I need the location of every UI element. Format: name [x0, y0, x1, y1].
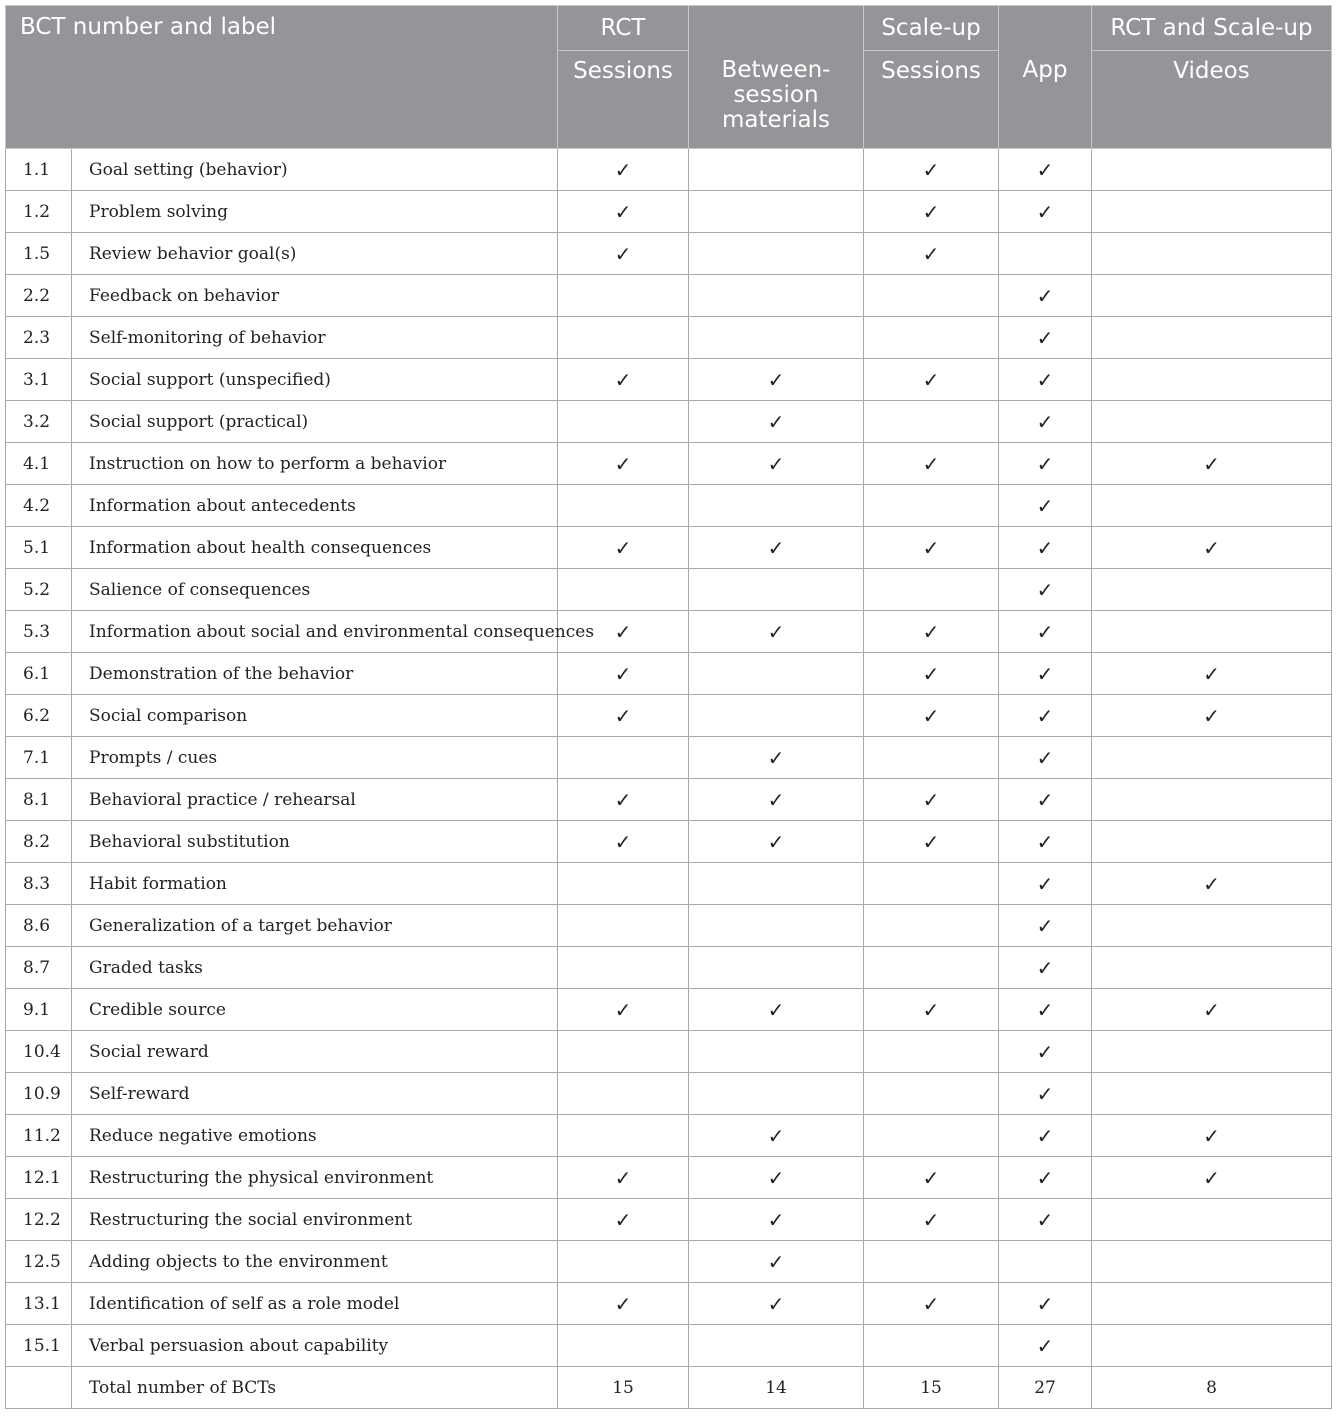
bct-label: Habit formation: [72, 863, 558, 905]
empty-cell: [864, 485, 999, 527]
total-value: 8: [1092, 1367, 1332, 1409]
table-row: [6, 485, 1332, 527]
empty-cell: [689, 569, 864, 611]
header-bct-number-and-label: BCT number and label: [6, 6, 558, 149]
bct-number: 5.3: [6, 611, 72, 653]
bct-number: 2.3: [6, 317, 72, 359]
bct-number: 4.2: [6, 485, 72, 527]
empty-cell: [689, 191, 864, 233]
checkmark-icon: ✓: [999, 401, 1092, 443]
bct-number: 1.1: [6, 149, 72, 191]
checkmark-icon: ✓: [689, 1115, 864, 1157]
empty-cell: [689, 275, 864, 317]
empty-cell: [864, 1241, 999, 1283]
bct-number: 2.2: [6, 275, 72, 317]
table-row: [6, 1031, 1332, 1073]
table-row: [6, 191, 1332, 233]
bct-label: Graded tasks: [72, 947, 558, 989]
checkmark-icon: ✓: [689, 401, 864, 443]
checkmark-icon: ✓: [864, 527, 999, 569]
bct-label: Self-monitoring of behavior: [72, 317, 558, 359]
checkmark-icon: ✓: [864, 191, 999, 233]
total-value: 27: [999, 1367, 1092, 1409]
checkmark-icon: ✓: [999, 359, 1092, 401]
table-header: [6, 6, 1332, 149]
empty-cell: [558, 1325, 689, 1367]
bct-label: Review behavior goal(s): [72, 233, 558, 275]
checkmark-icon: ✓: [689, 527, 864, 569]
checkmark-icon: ✓: [999, 443, 1092, 485]
bct-label: Behavioral substitution: [72, 821, 558, 863]
empty-cell: [864, 569, 999, 611]
total-label: Total number of BCTs: [72, 1367, 558, 1409]
empty-cell: [1092, 485, 1332, 527]
checkmark-icon: ✓: [689, 821, 864, 863]
table-row: [6, 275, 1332, 317]
bct-number: 8.6: [6, 905, 72, 947]
bct-table: [5, 5, 1332, 1409]
checkmark-icon: ✓: [999, 1115, 1092, 1157]
checkmark-icon: ✓: [999, 1199, 1092, 1241]
bct-label: Restructuring the physical environment: [72, 1157, 558, 1199]
checkmark-icon: ✓: [864, 359, 999, 401]
checkmark-icon: ✓: [689, 779, 864, 821]
empty-cell: [558, 485, 689, 527]
bct-number: 10.9: [6, 1073, 72, 1115]
bct-label: Identification of self as a role model: [72, 1283, 558, 1325]
bct-number: 12.2: [6, 1199, 72, 1241]
empty-cell: [1092, 779, 1332, 821]
checkmark-icon: ✓: [558, 989, 689, 1031]
empty-cell: [1092, 191, 1332, 233]
checkmark-icon: ✓: [999, 737, 1092, 779]
table-row: [6, 779, 1332, 821]
table-row: [6, 443, 1332, 485]
bct-number: 11.2: [6, 1115, 72, 1157]
empty-cell: [689, 947, 864, 989]
table-row: [6, 611, 1332, 653]
table-row: [6, 1199, 1332, 1241]
total-number: [6, 1367, 72, 1409]
table-row: [6, 1157, 1332, 1199]
table-row: [6, 233, 1332, 275]
checkmark-icon: ✓: [999, 485, 1092, 527]
checkmark-icon: ✓: [999, 569, 1092, 611]
table-row: [6, 359, 1332, 401]
empty-cell: [1092, 1031, 1332, 1073]
empty-cell: [1092, 233, 1332, 275]
table-row: [6, 569, 1332, 611]
checkmark-icon: ✓: [1092, 989, 1332, 1031]
bct-label: Credible source: [72, 989, 558, 1031]
checkmark-icon: ✓: [558, 443, 689, 485]
empty-cell: [689, 1325, 864, 1367]
total-value: 14: [689, 1367, 864, 1409]
table-row: [6, 1241, 1332, 1283]
bct-label: Feedback on behavior: [72, 275, 558, 317]
checkmark-icon: ✓: [689, 611, 864, 653]
bct-number: 8.1: [6, 779, 72, 821]
empty-cell: [1092, 569, 1332, 611]
table-row: [6, 947, 1332, 989]
checkmark-icon: ✓: [999, 1283, 1092, 1325]
checkmark-icon: ✓: [558, 191, 689, 233]
checkmark-icon: ✓: [999, 191, 1092, 233]
bct-number: 3.1: [6, 359, 72, 401]
table-row: [6, 1115, 1332, 1157]
bct-number: 4.1: [6, 443, 72, 485]
bct-number: 6.2: [6, 695, 72, 737]
header-videos: Videos: [1092, 51, 1332, 149]
empty-cell: [558, 1073, 689, 1115]
table-row: [6, 821, 1332, 863]
header-rct-sessions: Sessions: [558, 51, 689, 149]
checkmark-icon: ✓: [999, 863, 1092, 905]
checkmark-icon: ✓: [999, 653, 1092, 695]
bct-label: Social support (practical): [72, 401, 558, 443]
checkmark-icon: ✓: [864, 1199, 999, 1241]
empty-cell: [558, 1241, 689, 1283]
empty-cell: [689, 149, 864, 191]
empty-cell: [1092, 149, 1332, 191]
bct-number: 6.1: [6, 653, 72, 695]
checkmark-icon: ✓: [689, 443, 864, 485]
empty-cell: [689, 905, 864, 947]
checkmark-icon: ✓: [558, 611, 689, 653]
empty-cell: [689, 695, 864, 737]
bct-number: 7.1: [6, 737, 72, 779]
bct-number: 5.2: [6, 569, 72, 611]
table-row: [6, 317, 1332, 359]
checkmark-icon: ✓: [558, 149, 689, 191]
table-row: [6, 1073, 1332, 1115]
table-row: [6, 737, 1332, 779]
checkmark-icon: ✓: [864, 989, 999, 1031]
checkmark-icon: ✓: [689, 1157, 864, 1199]
header-group-rct-and-scale-up: RCT and Scale-up: [1092, 6, 1332, 51]
checkmark-icon: ✓: [864, 695, 999, 737]
table-row: [6, 1325, 1332, 1367]
empty-cell: [1092, 359, 1332, 401]
bct-label: Instruction on how to perform a behavior: [72, 443, 558, 485]
checkmark-icon: ✓: [999, 989, 1092, 1031]
bct-label: Social support (unspecified): [72, 359, 558, 401]
checkmark-icon: ✓: [864, 1283, 999, 1325]
bct-label: Information about health consequences: [72, 527, 558, 569]
empty-cell: [1092, 1241, 1332, 1283]
checkmark-icon: ✓: [864, 821, 999, 863]
empty-cell: [1092, 1199, 1332, 1241]
empty-cell: [1092, 1283, 1332, 1325]
checkmark-icon: ✓: [864, 233, 999, 275]
bct-label: Reduce negative emotions: [72, 1115, 558, 1157]
checkmark-icon: ✓: [558, 653, 689, 695]
table-row: [6, 1283, 1332, 1325]
checkmark-icon: ✓: [999, 779, 1092, 821]
empty-cell: [558, 401, 689, 443]
bct-number: 8.7: [6, 947, 72, 989]
empty-cell: [864, 905, 999, 947]
empty-cell: [558, 317, 689, 359]
bct-label: Social reward: [72, 1031, 558, 1073]
checkmark-icon: ✓: [999, 1073, 1092, 1115]
table-body: [6, 149, 1332, 1409]
bct-label: Information about social and environmental consequences: [72, 611, 558, 653]
checkmark-icon: ✓: [558, 695, 689, 737]
checkmark-icon: ✓: [1092, 653, 1332, 695]
empty-cell: [864, 275, 999, 317]
checkmark-icon: ✓: [1092, 863, 1332, 905]
table-row: [6, 149, 1332, 191]
header-group-scale-up: Scale-up: [864, 6, 999, 51]
checkmark-icon: ✓: [864, 653, 999, 695]
total-value: 15: [558, 1367, 689, 1409]
checkmark-icon: ✓: [1092, 443, 1332, 485]
empty-cell: [1092, 947, 1332, 989]
empty-cell: [864, 863, 999, 905]
header-group-rct: RCT: [558, 6, 689, 51]
bct-number: 8.3: [6, 863, 72, 905]
bct-label: Salience of consequences: [72, 569, 558, 611]
bct-label: Demonstration of the behavior: [72, 653, 558, 695]
bct-number: 10.4: [6, 1031, 72, 1073]
empty-cell: [558, 569, 689, 611]
empty-cell: [864, 947, 999, 989]
empty-cell: [1092, 317, 1332, 359]
checkmark-icon: ✓: [689, 359, 864, 401]
checkmark-icon: ✓: [864, 443, 999, 485]
empty-cell: [1092, 737, 1332, 779]
checkmark-icon: ✓: [1092, 1115, 1332, 1157]
empty-cell: [558, 275, 689, 317]
checkmark-icon: ✓: [558, 527, 689, 569]
table-row: [6, 989, 1332, 1031]
bct-label: Generalization of a target behavior: [72, 905, 558, 947]
bct-label: Information about antecedents: [72, 485, 558, 527]
checkmark-icon: ✓: [689, 1241, 864, 1283]
checkmark-icon: ✓: [999, 695, 1092, 737]
checkmark-icon: ✓: [999, 275, 1092, 317]
checkmark-icon: ✓: [1092, 527, 1332, 569]
checkmark-icon: ✓: [999, 611, 1092, 653]
empty-cell: [999, 233, 1092, 275]
bct-number: 15.1: [6, 1325, 72, 1367]
checkmark-icon: ✓: [999, 905, 1092, 947]
bct-number: 1.5: [6, 233, 72, 275]
total-row: [6, 1367, 1332, 1409]
checkmark-icon: ✓: [999, 821, 1092, 863]
checkmark-icon: ✓: [999, 1157, 1092, 1199]
checkmark-icon: ✓: [558, 779, 689, 821]
empty-cell: [864, 1073, 999, 1115]
bct-number: 13.1: [6, 1283, 72, 1325]
bct-number: 5.1: [6, 527, 72, 569]
checkmark-icon: ✓: [558, 1283, 689, 1325]
bct-label: Social comparison: [72, 695, 558, 737]
checkmark-icon: ✓: [558, 233, 689, 275]
bct-label: Problem solving: [72, 191, 558, 233]
empty-cell: [999, 1241, 1092, 1283]
empty-cell: [1092, 275, 1332, 317]
checkmark-icon: ✓: [689, 1283, 864, 1325]
checkmark-icon: ✓: [864, 1157, 999, 1199]
empty-cell: [689, 1031, 864, 1073]
checkmark-icon: ✓: [689, 1199, 864, 1241]
checkmark-icon: ✓: [999, 149, 1092, 191]
empty-cell: [1092, 1073, 1332, 1115]
bct-number: 12.1: [6, 1157, 72, 1199]
empty-cell: [864, 317, 999, 359]
table-row: [6, 863, 1332, 905]
empty-cell: [1092, 821, 1332, 863]
checkmark-icon: ✓: [999, 1031, 1092, 1073]
empty-cell: [1092, 401, 1332, 443]
empty-cell: [558, 1031, 689, 1073]
bct-label: Adding objects to the environment: [72, 1241, 558, 1283]
checkmark-icon: ✓: [558, 1157, 689, 1199]
bct-label: Restructuring the social environment: [72, 1199, 558, 1241]
empty-cell: [689, 1073, 864, 1115]
bct-label: Verbal persuasion about capability: [72, 1325, 558, 1367]
checkmark-icon: ✓: [1092, 695, 1332, 737]
empty-cell: [689, 863, 864, 905]
checkmark-icon: ✓: [999, 947, 1092, 989]
empty-cell: [689, 233, 864, 275]
checkmark-icon: ✓: [999, 527, 1092, 569]
bct-number: 12.5: [6, 1241, 72, 1283]
checkmark-icon: ✓: [558, 359, 689, 401]
checkmark-icon: ✓: [864, 149, 999, 191]
bct-number: 9.1: [6, 989, 72, 1031]
checkmark-icon: ✓: [1092, 1157, 1332, 1199]
checkmark-icon: ✓: [558, 1199, 689, 1241]
empty-cell: [689, 653, 864, 695]
empty-cell: [864, 737, 999, 779]
table-row: [6, 695, 1332, 737]
checkmark-icon: ✓: [689, 989, 864, 1031]
bct-number: 3.2: [6, 401, 72, 443]
bct-label: Prompts / cues: [72, 737, 558, 779]
checkmark-icon: ✓: [689, 737, 864, 779]
checkmark-icon: ✓: [864, 611, 999, 653]
checkmark-icon: ✓: [558, 821, 689, 863]
empty-cell: [558, 947, 689, 989]
checkmark-icon: ✓: [999, 317, 1092, 359]
empty-cell: [558, 737, 689, 779]
checkmark-icon: ✓: [864, 779, 999, 821]
empty-cell: [1092, 611, 1332, 653]
bct-label: Self-reward: [72, 1073, 558, 1115]
header-app: App: [999, 6, 1092, 149]
bct-label: Behavioral practice / rehearsal: [72, 779, 558, 821]
table-row: [6, 401, 1332, 443]
total-value: 15: [864, 1367, 999, 1409]
empty-cell: [864, 1115, 999, 1157]
bct-number: 1.2: [6, 191, 72, 233]
bct-number: 8.2: [6, 821, 72, 863]
empty-cell: [689, 485, 864, 527]
empty-cell: [1092, 905, 1332, 947]
empty-cell: [558, 1115, 689, 1157]
header-scale-up-sessions: Sessions: [864, 51, 999, 149]
table-row: [6, 527, 1332, 569]
header-between-session-materials: Between-session materials: [689, 6, 864, 149]
empty-cell: [558, 863, 689, 905]
empty-cell: [558, 905, 689, 947]
checkmark-icon: ✓: [999, 1325, 1092, 1367]
empty-cell: [864, 401, 999, 443]
table-row: [6, 653, 1332, 695]
empty-cell: [689, 317, 864, 359]
empty-cell: [864, 1325, 999, 1367]
table-row: [6, 905, 1332, 947]
empty-cell: [1092, 1325, 1332, 1367]
bct-label: Goal setting (behavior): [72, 149, 558, 191]
empty-cell: [864, 1031, 999, 1073]
